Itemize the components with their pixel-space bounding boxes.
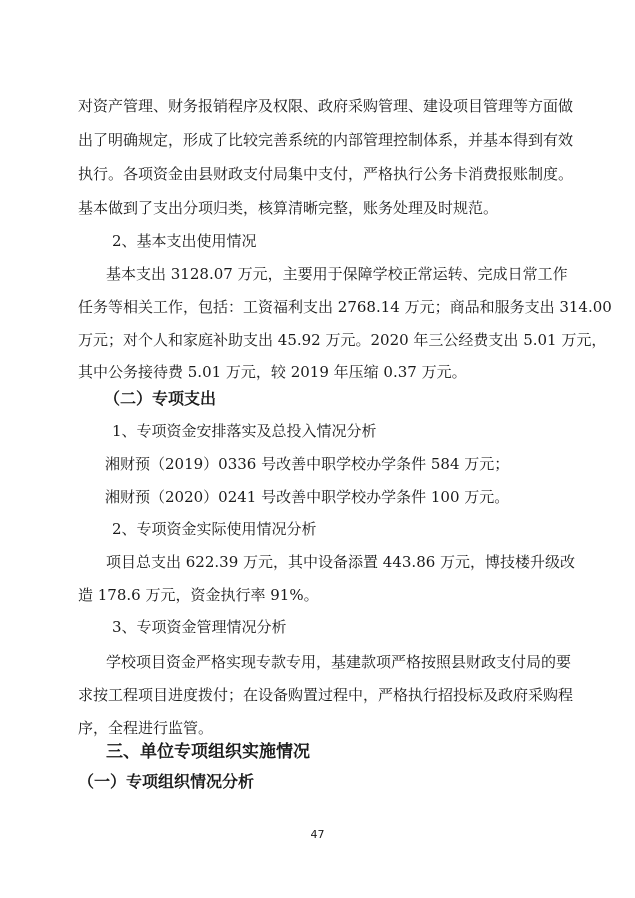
page-number: 47 (310, 828, 325, 841)
paragraph-line: 任务等相关工作，包括：工资福利支出 2768.14 万元；商品和服务支出 314.00 (78, 298, 612, 316)
paragraph-line: 序，全程进行监管。 (78, 719, 214, 737)
paragraph-line: 其中公务接待费 5.01 万元，较 2019 年压缩 0.37 万元。 (78, 363, 467, 381)
paragraph-line: 万元；对个人和家庭补助支出 45.92 万元。2020 年三公经费支出 5.01 万元， (78, 331, 607, 349)
section-subheading: （一）专项组织情况分析 (78, 772, 255, 791)
paragraph-line: 造 178.6 万元，资金执行率 91%。 (78, 586, 319, 604)
section-heading: （二）专项支出 (104, 389, 217, 408)
subsection-title: 1、专项资金安排落实及总投入情况分析 (112, 422, 377, 440)
paragraph-line: 学校项目资金严格实现专款专用，基建款项严格按照县财政支付局的要 (106, 653, 572, 671)
paragraph-line: 项目总支出 622.39 万元，其中设备添置 443.86 万元，博技楼升级改 (106, 553, 576, 571)
paragraph-line: 基本支出 3128.07 万元，主要用于保障学校正常运转、完成日常工作 (106, 265, 568, 283)
subsection-title: 2、基本支出使用情况 (112, 232, 257, 250)
paragraph-line: 基本做到了支出分项归类，核算清晰完整，账务处理及时规范。 (78, 199, 499, 217)
paragraph-line: 求按工程项目进度拨付；在设备购置过程中，严格执行招投标及政府采购程 (78, 686, 574, 704)
section-heading: 三、单位专项组织实施情况 (106, 742, 310, 762)
paragraph-line: 湘财预（2020）0241 号改善中职学校办学条件 100 万元。 (105, 488, 510, 506)
subsection-title: 2、专项资金实际使用情况分析 (112, 520, 317, 538)
paragraph-line: 对资产管理、财务报销程序及权限、政府采购管理、建设项目管理等方面做 (78, 97, 574, 115)
paragraph-line: 出了明确规定，形成了比较完善系统的内部管理控制体系，并基本得到有效 (78, 131, 574, 149)
paragraph-line: 湘财预（2019）0336 号改善中职学校办学条件 584 万元； (105, 455, 510, 473)
subsection-title: 3、专项资金管理情况分析 (112, 618, 287, 636)
paragraph-line: 执行。各项资金由县财政支付局集中支付，严格执行公务卡消费报账制度。 (78, 165, 574, 183)
